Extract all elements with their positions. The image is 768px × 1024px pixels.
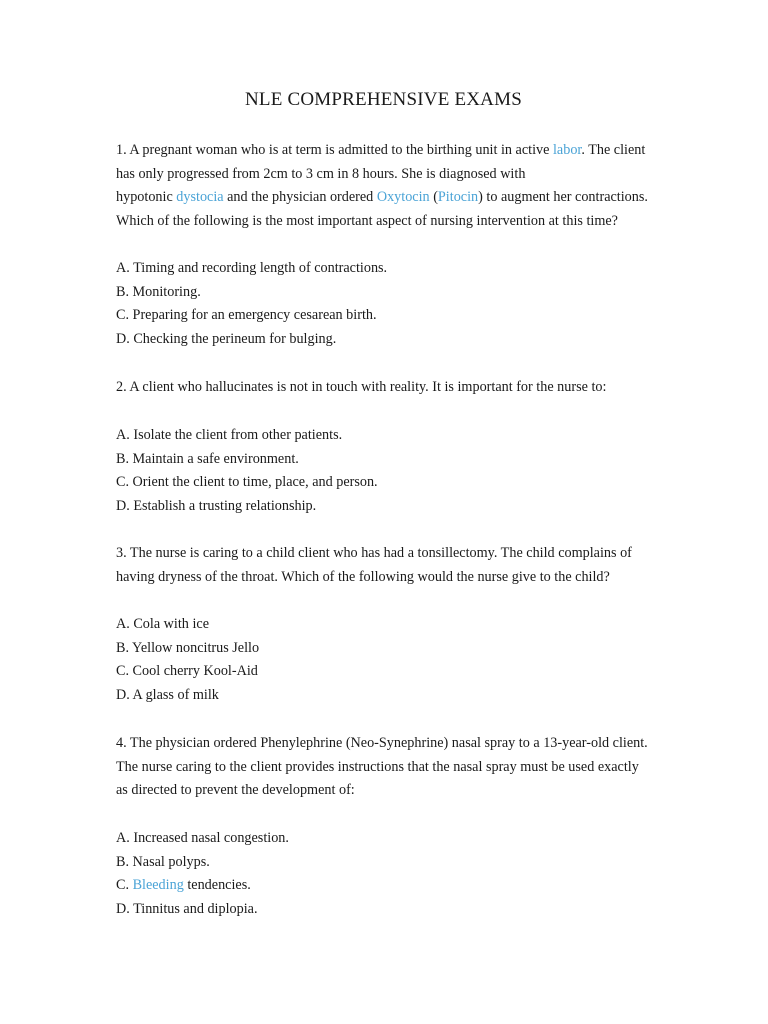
text-segment: and the physician ordered [223,189,377,206]
question-4-options [116,827,661,922]
text-segment: A. Cola with ice [116,616,209,632]
question-text-line [116,542,661,566]
term-link[interactable]: Pitocin [437,189,479,206]
term-link[interactable]: Bleeding [132,877,184,894]
answer-option [116,448,661,472]
text-segment: 3. The nurse is caring to a child client who has had a tonsillectomy. The child complains of [116,545,632,561]
answer-option [116,637,661,661]
question-1-options [116,257,661,352]
text-segment: C. [116,877,133,894]
answer-option [116,424,661,448]
question-text-line [116,756,661,780]
text-segment: tendencies. [183,877,251,894]
question-2-options [116,424,661,519]
text-segment: A. Timing and recording length of contractions. [116,260,388,276]
text-segment: B. Yellow noncitrus Jello [116,639,260,656]
answer-option [116,304,661,328]
text-segment: B. Nasal polyps. [116,853,210,870]
text-segment: A. Isolate the client from other patients. [116,427,343,443]
text-segment: The nurse caring to the client provides instructions that the nasal spray must be used exactly [116,758,639,775]
text-segment: 4. The physician ordered Phenylephrine (Neo-Synephrine) nasal spray to a 13-year-old client. [116,735,648,751]
question-3-options [116,613,661,708]
text-segment: D. Establish a trusting relationship. [116,498,317,515]
text-segment: C. Cool cherry Kool-Aid [116,663,258,680]
question-text-line [116,566,661,590]
text-segment: has only progressed from 2cm to 3 cm in 8 hours. She is diagnosed with [116,165,526,182]
question-text-line [116,186,661,210]
text-segment: C. Preparing for an emergency cesarean birth. [116,307,377,324]
text-segment: ) to augment her contractions. [478,189,648,206]
text-segment: D. A glass of milk [116,687,219,704]
question-4-stem [116,732,661,803]
text-segment: Which of the following is the most important aspect of nursing intervention at this time? [116,213,618,230]
question-text-line [116,139,661,163]
question-1-stem [116,139,661,234]
answer-option [116,684,661,708]
text-segment: A. Increased nasal congestion. [116,830,289,846]
text-segment: . The client [581,142,646,158]
question-text-line [116,779,661,803]
text-segment: ( [429,189,438,206]
text-segment: 2. A client who hallucinates is not in touch with reality. It is important for the nurse to: [116,379,607,395]
term-link[interactable]: labor [552,142,582,158]
text-segment: C. Orient the client to time, place, and person. [116,474,378,491]
question-text-line [116,732,661,756]
answer-option [116,874,661,898]
answer-option [116,660,661,684]
answer-option [116,613,661,637]
question-text-line [116,210,661,234]
question-text-line [116,163,661,187]
answer-option [116,471,661,495]
text-segment: D. Checking the perineum for bulging. [116,331,337,348]
answer-option [116,328,661,352]
answer-option [116,898,661,922]
answer-option [116,851,661,875]
text-segment: as directed to prevent the development of: [116,782,355,799]
term-link[interactable]: dystocia [176,189,224,206]
question-2-stem [116,376,661,400]
document-title: NLE COMPREHENSIVE EXAMS [245,89,522,110]
text-segment: 1. A pregnant woman who is at term is admitted to the birthing unit in active [116,142,553,158]
question-3-stem [116,542,661,589]
question-text-line [116,376,661,400]
text-segment: B. Monitoring. [116,283,201,300]
answer-option [116,281,661,305]
answer-option [116,257,661,281]
text-segment: having dryness of the throat. Which of the following would the nurse give to the child? [116,568,610,585]
text-segment: hypotonic [116,189,177,206]
answer-option [116,827,661,851]
answer-option [116,495,661,519]
term-link[interactable]: Oxytocin [376,189,430,206]
text-segment: B. Maintain a safe environment. [116,450,299,467]
text-segment: D. Tinnitus and diplopia. [116,901,258,918]
